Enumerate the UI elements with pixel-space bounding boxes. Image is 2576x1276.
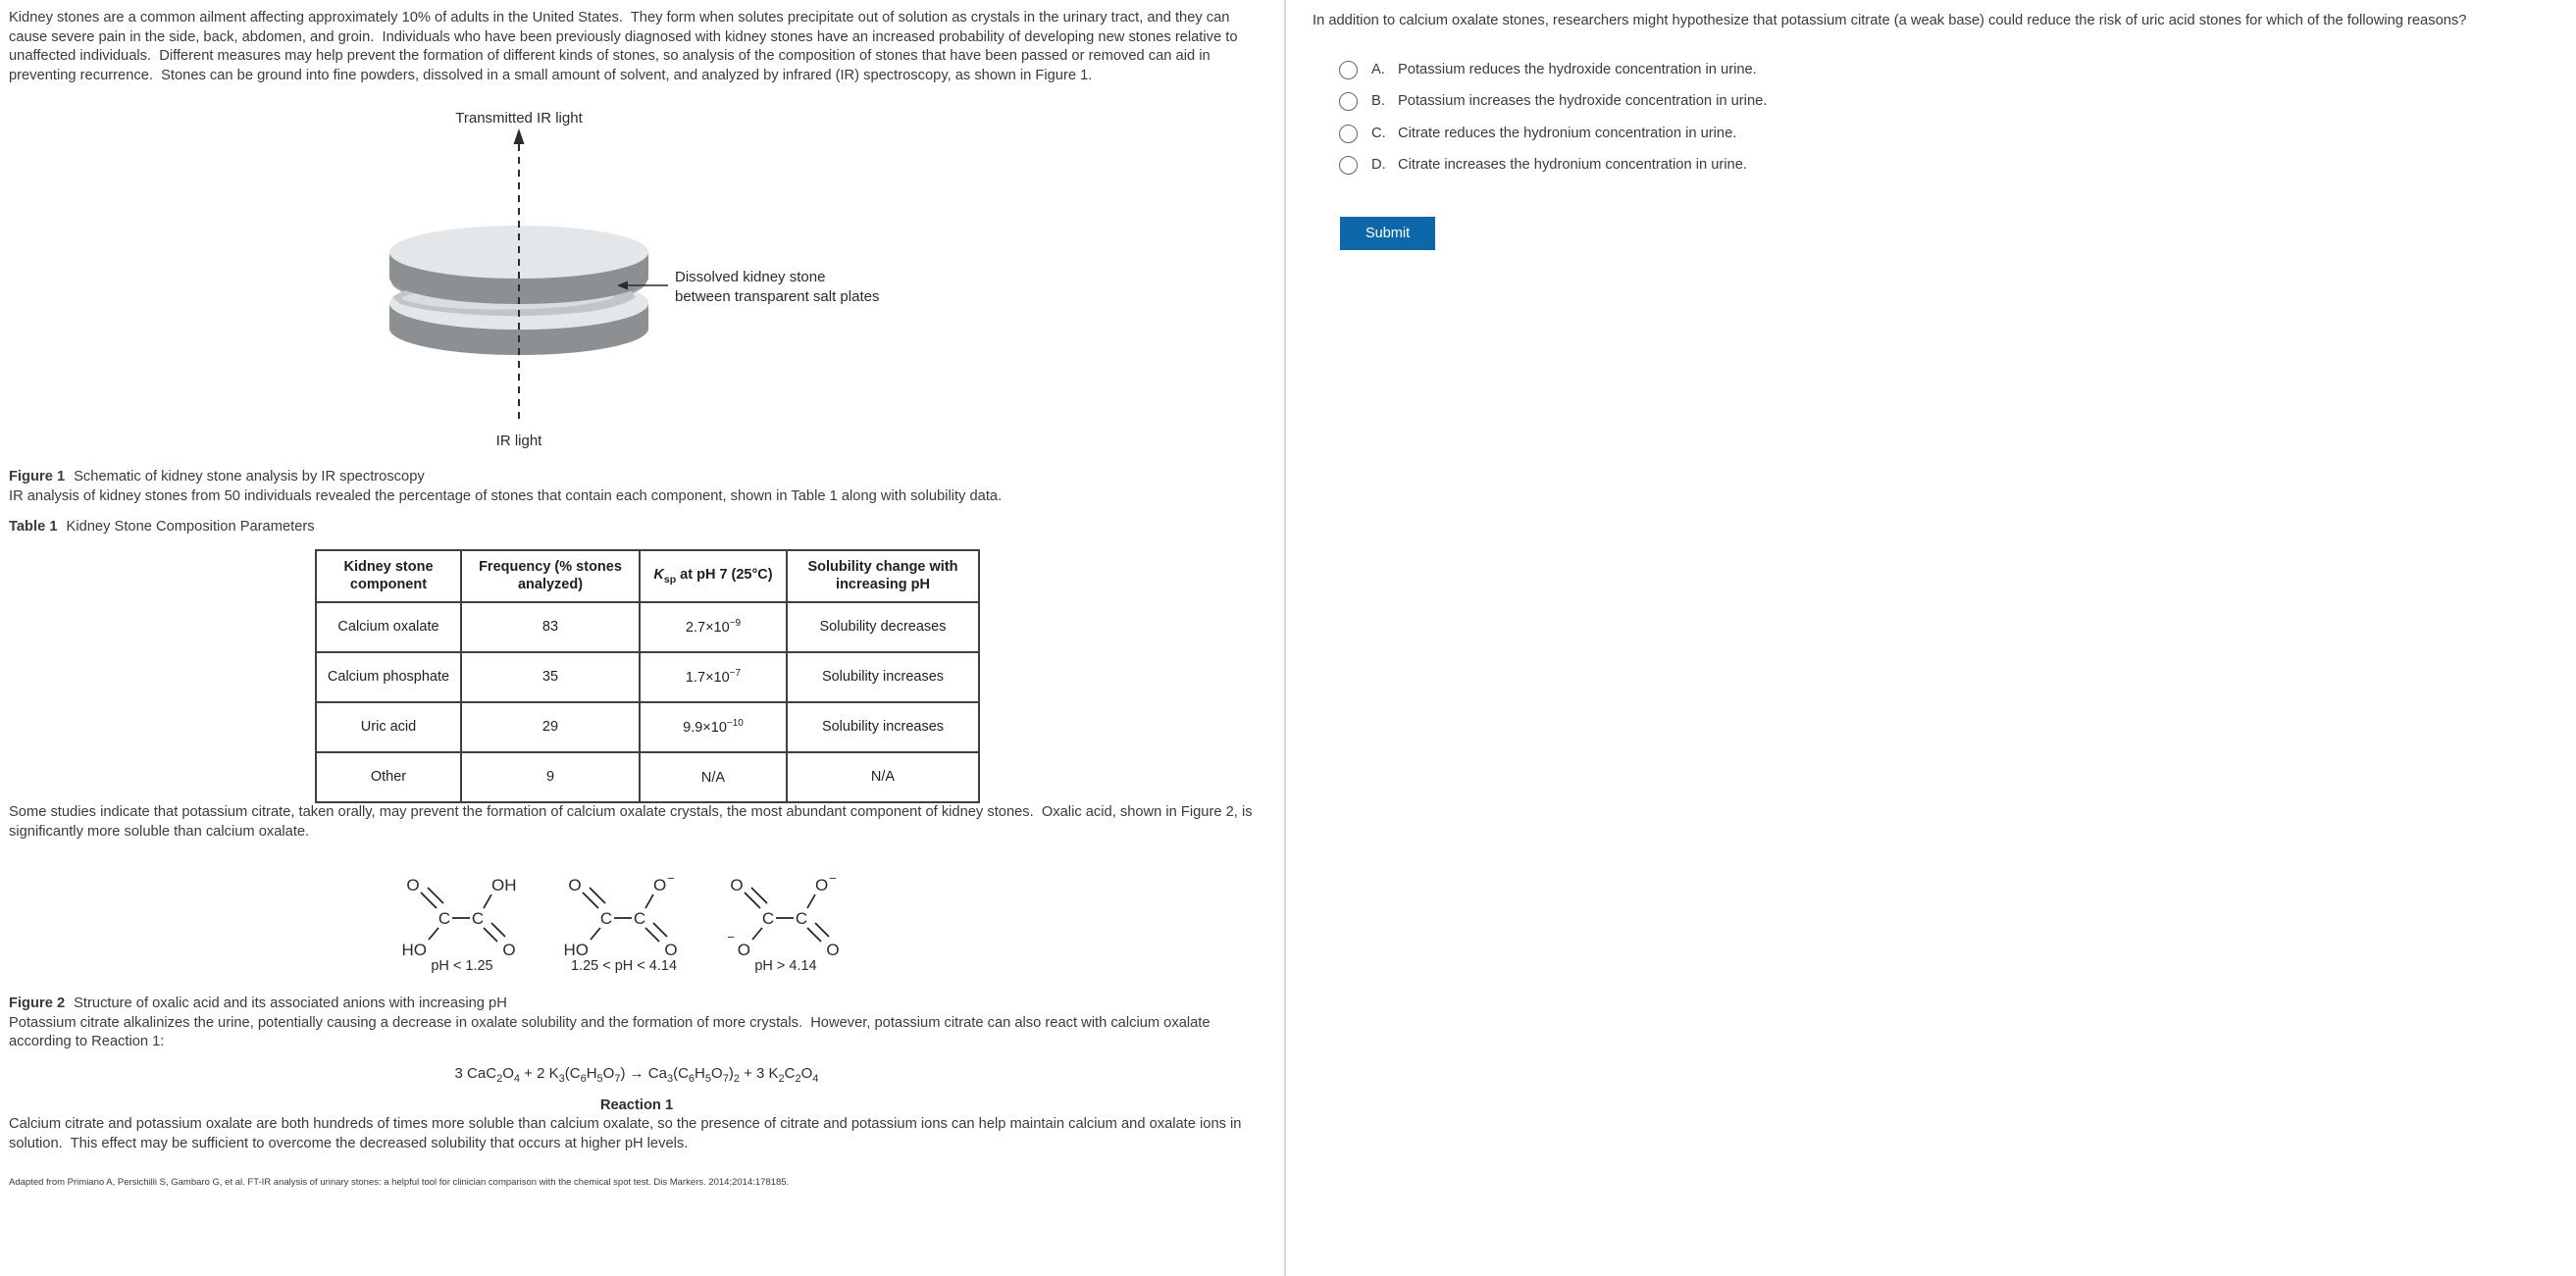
option-text: Citrate reduces the hydronium concentration in urine. [1398, 125, 1737, 141]
figure1-caption-text: Schematic of kidney stone analysis by IR spectroscopy [74, 469, 425, 485]
composition-table [315, 549, 980, 803]
cell-component: Calcium oxalate [316, 602, 461, 652]
figure2-structures [384, 857, 1255, 973]
col-header-frequency: Frequency (% stones analyzed) [461, 550, 640, 602]
table-row [316, 702, 979, 752]
transmitted-ir-light-label: Transmitted IR light [455, 110, 583, 128]
table-row [316, 752, 979, 802]
cell-component: Uric acid [316, 702, 461, 752]
stone-annotation-line2: between transparent salt plates [675, 288, 880, 306]
figure1-caption-tag: Figure 1 [9, 469, 66, 485]
cell-component: Calcium phosphate [316, 652, 461, 702]
atom-label: OH [491, 876, 517, 895]
table1-caption [9, 518, 1255, 537]
passage-paragraph-1: Kidney stones are a common ailment affecting approximately 10% of adults in the United States. They form when solutes precipitate out of solution as crystals in the urinary tract, and they can cause severe pain in the side, back, abdomen, and groin. Individuals who have been previously diagnosed with kidney stones have an increased probability of developing new stones relative to unaffected individuals. Different measures may help prevent the formation of different kinds of stones, so analysis of the composition of stones that have been passed or removed can aid in preventing recurrence. Stones can be ground into fine powders, dissolved in a small amount of solvent, and analyzed by infrared (IR) spectroscopy, as shown in Figure 1. [9, 10, 1242, 83]
atom-label: C [761, 909, 775, 929]
atom-label: C [599, 909, 613, 929]
passage-paragraph-2: IR analysis of kidney stones from 50 individuals revealed the percentage of stones that contain each component, shown in Table 1 along with solubility data. [9, 487, 1003, 504]
reaction-equation: 3 $CaC_2O_4 + 2$ $K_3(C_6H_5O_7) \to Ca_3(C_6H_5O_7)_2 + 3$ $K_2C_2O_4$ [454, 1064, 819, 1085]
passage-paragraph-4: Potassium citrate alkalinizes the urine, potentially causing a decrease in oxalate solubility and the formation of more crystals. However, potassium citrate can also react with calcium oxalate according to Reaction 1: [9, 1014, 1214, 1050]
stone-annotation-line1: Dissolved kidney stone [675, 269, 826, 286]
option-letter: C. [1371, 125, 1386, 141]
table-row [316, 602, 979, 652]
table-header-row [316, 550, 979, 602]
table1-caption-tag: Table 1 [9, 519, 58, 536]
table1-caption-text: Kidney Stone Composition Parameters [66, 519, 315, 536]
cell-frequency: 35 [461, 652, 640, 702]
charge-label: − [667, 871, 675, 887]
atom-label: O [502, 941, 516, 960]
option-radio-c[interactable] [1339, 125, 1358, 143]
answer-option-b[interactable] [1339, 92, 2568, 112]
cell-frequency: 9 [461, 752, 640, 802]
atom-label: HO [401, 941, 427, 960]
ph-range-label: pH < 1.25 [431, 958, 493, 974]
cell-solubility: Solubility decreases [787, 602, 979, 652]
option-text: Citrate increases the hydronium concentration in urine. [1398, 157, 1747, 174]
figure2-caption-text: Structure of oxalic acid and its associated anions with increasing pH [74, 995, 507, 1012]
option-radio-a[interactable] [1339, 61, 1358, 79]
atom-label: O [815, 876, 829, 895]
cell-solubility: Solubility increases [787, 652, 979, 702]
answer-option-c[interactable] [1339, 125, 2568, 144]
atom-label: O [737, 941, 750, 960]
cell-ksp: $9.9\times 10^{-10}$ [640, 702, 787, 752]
charge-label: − [829, 871, 837, 887]
atom-label: O [568, 876, 582, 895]
cell-solubility: N/A [787, 752, 979, 802]
question-panel [1286, 0, 2576, 1276]
cell-solubility: Solubility increases [787, 702, 979, 752]
atom-label: C [633, 909, 646, 929]
option-text: Potassium increases the hydroxide concentration in urine. [1398, 93, 1768, 110]
reaction-label: Reaction 1 [599, 1097, 674, 1113]
table-row [316, 652, 979, 702]
cell-ksp: $2.7\times 10^{-9}$ [640, 602, 787, 652]
ph-range-label: pH > 4.14 [754, 958, 817, 974]
cell-frequency: 29 [461, 702, 640, 752]
answer-option-a[interactable] [1339, 61, 2568, 80]
option-letter: A. [1371, 61, 1385, 77]
col-header-ksp: $K_{sp}$ at pH 7 (25°C) [640, 550, 787, 602]
answer-options [1339, 61, 2568, 176]
figure1-diagram [239, 105, 955, 456]
atom-label: O [826, 941, 840, 960]
charge-label: − [727, 930, 735, 945]
oxalic-structure-1 [384, 857, 545, 973]
passage-paragraph-3: Some studies indicate that potassium citrate, taken orally, may prevent the formation of calcium oxalate crystals, the most abundant component of kidney stones. Oxalic acid, shown in Figure 2, is significantly more soluble than calcium oxalate. [9, 804, 1257, 840]
passage-paragraph-5: Calcium citrate and potassium oxalate are both hundreds of times more soluble than calcium oxalate, so the presence of citrate and potassium ions can help maintain calcium and oxalate ions in solution. This effect may be sufficient to overcome the decreased solubility that occurs at higher pH levels. [9, 1116, 1246, 1151]
cell-ksp: N/A [640, 752, 787, 802]
atom-label: C [471, 909, 485, 929]
passage-panel [0, 0, 1286, 1276]
ir-light-label: IR light [495, 433, 542, 450]
ph-range-label: 1.25 < pH < 4.14 [570, 958, 678, 974]
atom-label: O [664, 941, 678, 960]
question-text: In addition to calcium oxalate stones, researchers might hypothesize that potassium citrate (a weak base) could reduce the risk of uric acid stones for which of the following reasons? [1313, 13, 2467, 28]
figure2-caption [9, 995, 1255, 1014]
option-radio-d[interactable] [1339, 156, 1358, 175]
oxalic-structure-3 [707, 857, 869, 973]
answer-option-d[interactable] [1339, 156, 2568, 176]
option-letter: B. [1371, 93, 1385, 110]
atom-label: C [795, 909, 808, 929]
option-radio-b[interactable] [1339, 92, 1358, 111]
figure2-caption-tag: Figure 2 [9, 995, 66, 1012]
option-text: Potassium reduces the hydroxide concentration in urine. [1398, 61, 1757, 77]
citation: Adapted from Primiano A, Persichilli S, Gambaro G, et al. FT-IR analysis of urinary stones: a helpful tool for clinician comparison with the chemical spot test. Dis Markers. 2014;2014:178185. [9, 1177, 790, 1189]
option-letter: D. [1371, 157, 1386, 174]
cell-ksp: $1.7\times 10^{-7}$ [640, 652, 787, 702]
oxalic-structure-2 [545, 857, 707, 973]
up-arrowhead-icon [514, 128, 525, 144]
col-header-solubility: Solubility change with increasing pH [787, 550, 979, 602]
submit-button[interactable]: Submit [1340, 217, 1435, 250]
atom-label: HO [563, 941, 589, 960]
cell-component: Other [316, 752, 461, 802]
atom-label: O [406, 876, 420, 895]
atom-label: C [438, 909, 451, 929]
atom-label: O [730, 876, 744, 895]
figure1-caption [9, 468, 1255, 487]
atom-label: O [653, 876, 667, 895]
cell-frequency: 83 [461, 602, 640, 652]
col-header-component: Kidney stone component [316, 550, 461, 602]
